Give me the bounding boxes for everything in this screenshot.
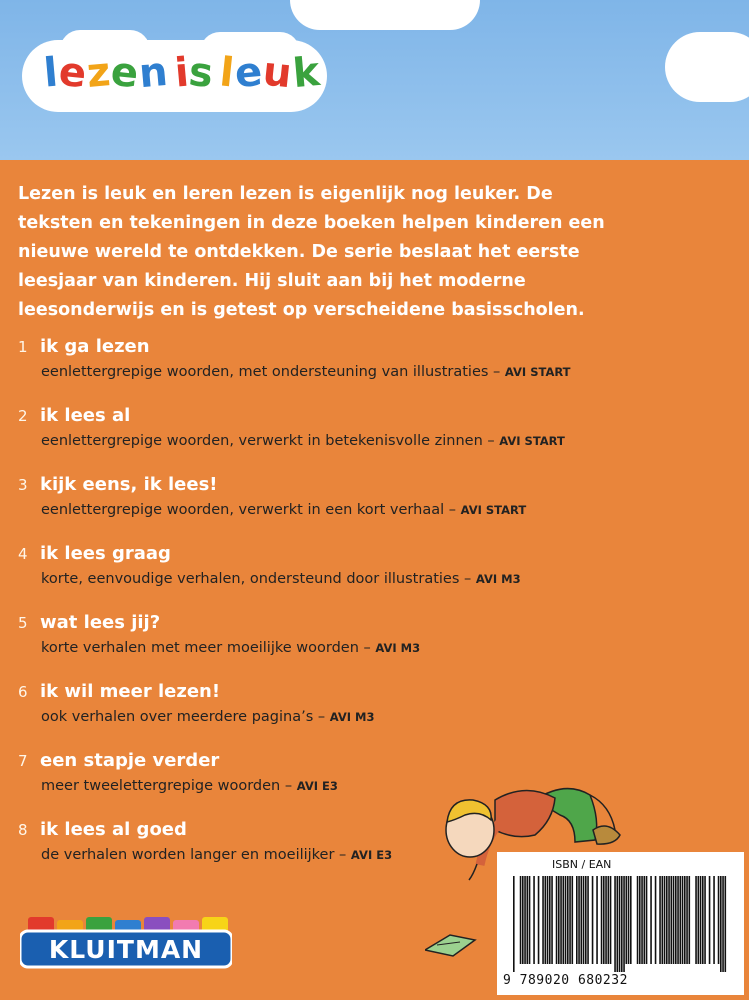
level-item	[18, 609, 658, 678]
level-description	[18, 568, 658, 590]
barcode-bar	[664, 876, 666, 964]
level-number: 8	[18, 821, 28, 839]
barcode-bar	[641, 876, 643, 964]
barcode-bar	[684, 876, 686, 964]
barcode-bar	[601, 876, 603, 964]
barcode-bars	[509, 876, 733, 972]
level-heading	[18, 333, 658, 361]
barcode-bar	[722, 876, 724, 972]
barcode-bar	[617, 876, 619, 972]
level-title: ik ga lezen	[40, 336, 150, 357]
barcode-bar	[677, 876, 679, 964]
barcode-bar	[709, 876, 711, 964]
logo-letter: u	[260, 48, 295, 98]
logo-letter: k	[290, 48, 323, 98]
level-heading	[18, 540, 658, 568]
barcode-bar	[630, 876, 632, 964]
level-title: wat lees jij?	[40, 612, 161, 633]
barcode-bar	[533, 876, 535, 964]
barcode-bar	[558, 876, 560, 964]
level-number: 2	[18, 407, 28, 425]
avi-level: AVI M3	[375, 641, 421, 655]
barcode-bar	[673, 876, 675, 964]
barcode-bar	[592, 876, 594, 964]
logo-letter: l	[217, 49, 238, 97]
logo-letter: n	[137, 48, 171, 98]
level-description	[18, 706, 658, 728]
level-desc-text: korte verhalen met meer moeilijke woorden –	[41, 640, 376, 656]
barcode-bar	[524, 876, 526, 964]
barcode-bar	[713, 876, 715, 964]
level-number: 3	[18, 476, 28, 494]
barcode-bar	[680, 876, 682, 964]
level-description	[18, 361, 658, 383]
avi-level: AVI M3	[329, 710, 375, 724]
barcode-bar	[551, 876, 553, 964]
level-title: kijk eens, ik lees!	[40, 474, 218, 495]
barcode-bar	[596, 876, 598, 964]
intro-paragraph: Lezen is leuk en leren lezen is eigenlijk nog leuker. De teksten en tekeningen in deze boeken helpen kinderen een nieuwe wereld te ontdekken. De serie beslaat het eerste leesjaar van kinderen. Hij sluit aan bij het moderne leesonderwijs en is getest op verscheidene basisscholen.	[18, 184, 605, 320]
barcode-bar	[668, 876, 670, 964]
level-title: een stapje verder	[40, 750, 220, 771]
barcode-bar	[675, 876, 677, 964]
level-item	[18, 540, 658, 609]
barcode-bar	[644, 876, 646, 964]
barcode-bar	[578, 876, 580, 964]
level-item	[18, 402, 658, 471]
barcode-bar	[720, 876, 722, 972]
barcode-bar	[603, 876, 605, 964]
barcode-bar	[567, 876, 569, 964]
isbn-label: ISBN / EAN	[552, 858, 612, 871]
barcode-bar	[621, 876, 623, 972]
barcode-bar	[662, 876, 664, 964]
barcode-bar	[587, 876, 589, 964]
barcode-bar	[520, 876, 522, 964]
level-heading	[18, 678, 658, 706]
logo-letter: e	[108, 48, 142, 98]
barcode-bar	[565, 876, 567, 964]
logo-letter: z	[84, 49, 114, 97]
level-title: ik lees al	[40, 405, 131, 426]
barcode-bar	[650, 876, 652, 964]
isbn-digits: 9 789020 680232	[503, 973, 628, 988]
barcode-bar	[576, 876, 578, 964]
barcode-bar	[698, 876, 700, 964]
avi-level: AVI START	[504, 365, 571, 379]
level-item	[18, 678, 658, 747]
cloud-right	[665, 32, 749, 102]
level-description	[18, 499, 658, 521]
barcode-bar	[637, 876, 639, 964]
barcode-bar	[725, 876, 727, 972]
barcode-bar	[583, 876, 585, 964]
level-heading	[18, 471, 658, 499]
barcode-bar	[671, 876, 673, 964]
barcode-bar	[581, 876, 583, 964]
level-desc-text: de verhalen worden langer en moeilijker –	[41, 847, 351, 863]
barcode-bar	[545, 876, 547, 964]
level-description	[18, 637, 658, 659]
avi-level: AVI START	[460, 503, 527, 517]
level-desc-text: korte, eenvoudige verhalen, ondersteund door illustraties –	[41, 571, 476, 587]
level-desc-text: eenlettergrepige woorden, verwerkt in een kort verhaal –	[41, 502, 461, 518]
barcode-bar	[605, 876, 607, 964]
level-title: ik lees al goed	[40, 819, 187, 840]
barcode-bar	[666, 876, 668, 964]
barcode-bar	[689, 876, 691, 964]
barcode-bar	[702, 876, 704, 964]
barcode-bar	[610, 876, 612, 964]
level-number: 6	[18, 683, 28, 701]
barcode-bar	[628, 876, 630, 964]
level-desc-text: eenlettergrepige woorden, met ondersteuning van illustraties –	[41, 364, 505, 380]
level-desc-text: ook verhalen over meerdere pagina’s –	[41, 709, 330, 725]
barcode-bar	[704, 876, 706, 964]
barcode-bar	[646, 876, 648, 964]
barcode-panel	[497, 852, 744, 995]
logo-letter: i	[172, 49, 192, 97]
cloud-top	[290, 0, 480, 30]
barcode-bar	[626, 876, 628, 964]
barcode-bar	[522, 876, 524, 964]
level-heading	[18, 402, 658, 430]
barcode-bar	[547, 876, 549, 964]
avi-level: AVI M3	[475, 572, 521, 586]
level-number: 7	[18, 752, 28, 770]
barcode-bar	[619, 876, 621, 972]
barcode-bar	[572, 876, 574, 964]
logo-letter: l	[42, 49, 61, 97]
level-number: 5	[18, 614, 28, 632]
barcode-bar	[695, 876, 697, 964]
level-title: ik wil meer lezen!	[40, 681, 221, 702]
series-logo	[42, 48, 323, 98]
level-description	[18, 430, 658, 452]
avi-level: AVI E3	[350, 848, 393, 862]
barcode-bar	[538, 876, 540, 964]
level-title: ik lees graag	[40, 543, 171, 564]
barcode-bar	[527, 876, 529, 964]
level-item	[18, 333, 658, 402]
barcode-bar	[686, 876, 688, 964]
level-heading	[18, 609, 658, 637]
avi-level: AVI START	[499, 434, 565, 448]
barcode-bar	[608, 876, 610, 964]
kluitman-logo	[20, 913, 232, 973]
barcode-bar	[569, 876, 571, 964]
barcode-bar	[513, 876, 515, 972]
logo-letter: e	[56, 48, 90, 98]
barcode-bar	[560, 876, 562, 964]
level-item	[18, 471, 658, 540]
logo-letter: e	[233, 48, 266, 98]
barcode-bar	[614, 876, 616, 972]
barcode-bar	[718, 876, 720, 964]
level-desc-text: eenlettergrepige woorden, verwerkt in betekenisvolle zinnen –	[41, 433, 500, 449]
barcode-bar	[542, 876, 544, 964]
level-desc-text: meer tweelettergrepige woorden –	[41, 778, 297, 794]
avi-level: AVI E3	[296, 779, 338, 793]
barcode-bar	[549, 876, 551, 964]
barcode-bar	[682, 876, 684, 964]
barcode-bar	[659, 876, 661, 964]
barcode-bar	[623, 876, 625, 972]
barcode-bar	[655, 876, 657, 964]
barcode-bar	[585, 876, 587, 964]
logo-letter: s	[187, 48, 217, 98]
level-number: 4	[18, 545, 28, 563]
barcode-bar	[639, 876, 641, 964]
barcode-bar	[563, 876, 565, 964]
publisher-name: KLUITMAN	[48, 935, 204, 964]
level-number: 1	[18, 338, 28, 356]
barcode-bar	[700, 876, 702, 964]
publisher-logo	[20, 913, 232, 977]
barcode-bar	[529, 876, 531, 964]
barcode-bar	[556, 876, 558, 964]
